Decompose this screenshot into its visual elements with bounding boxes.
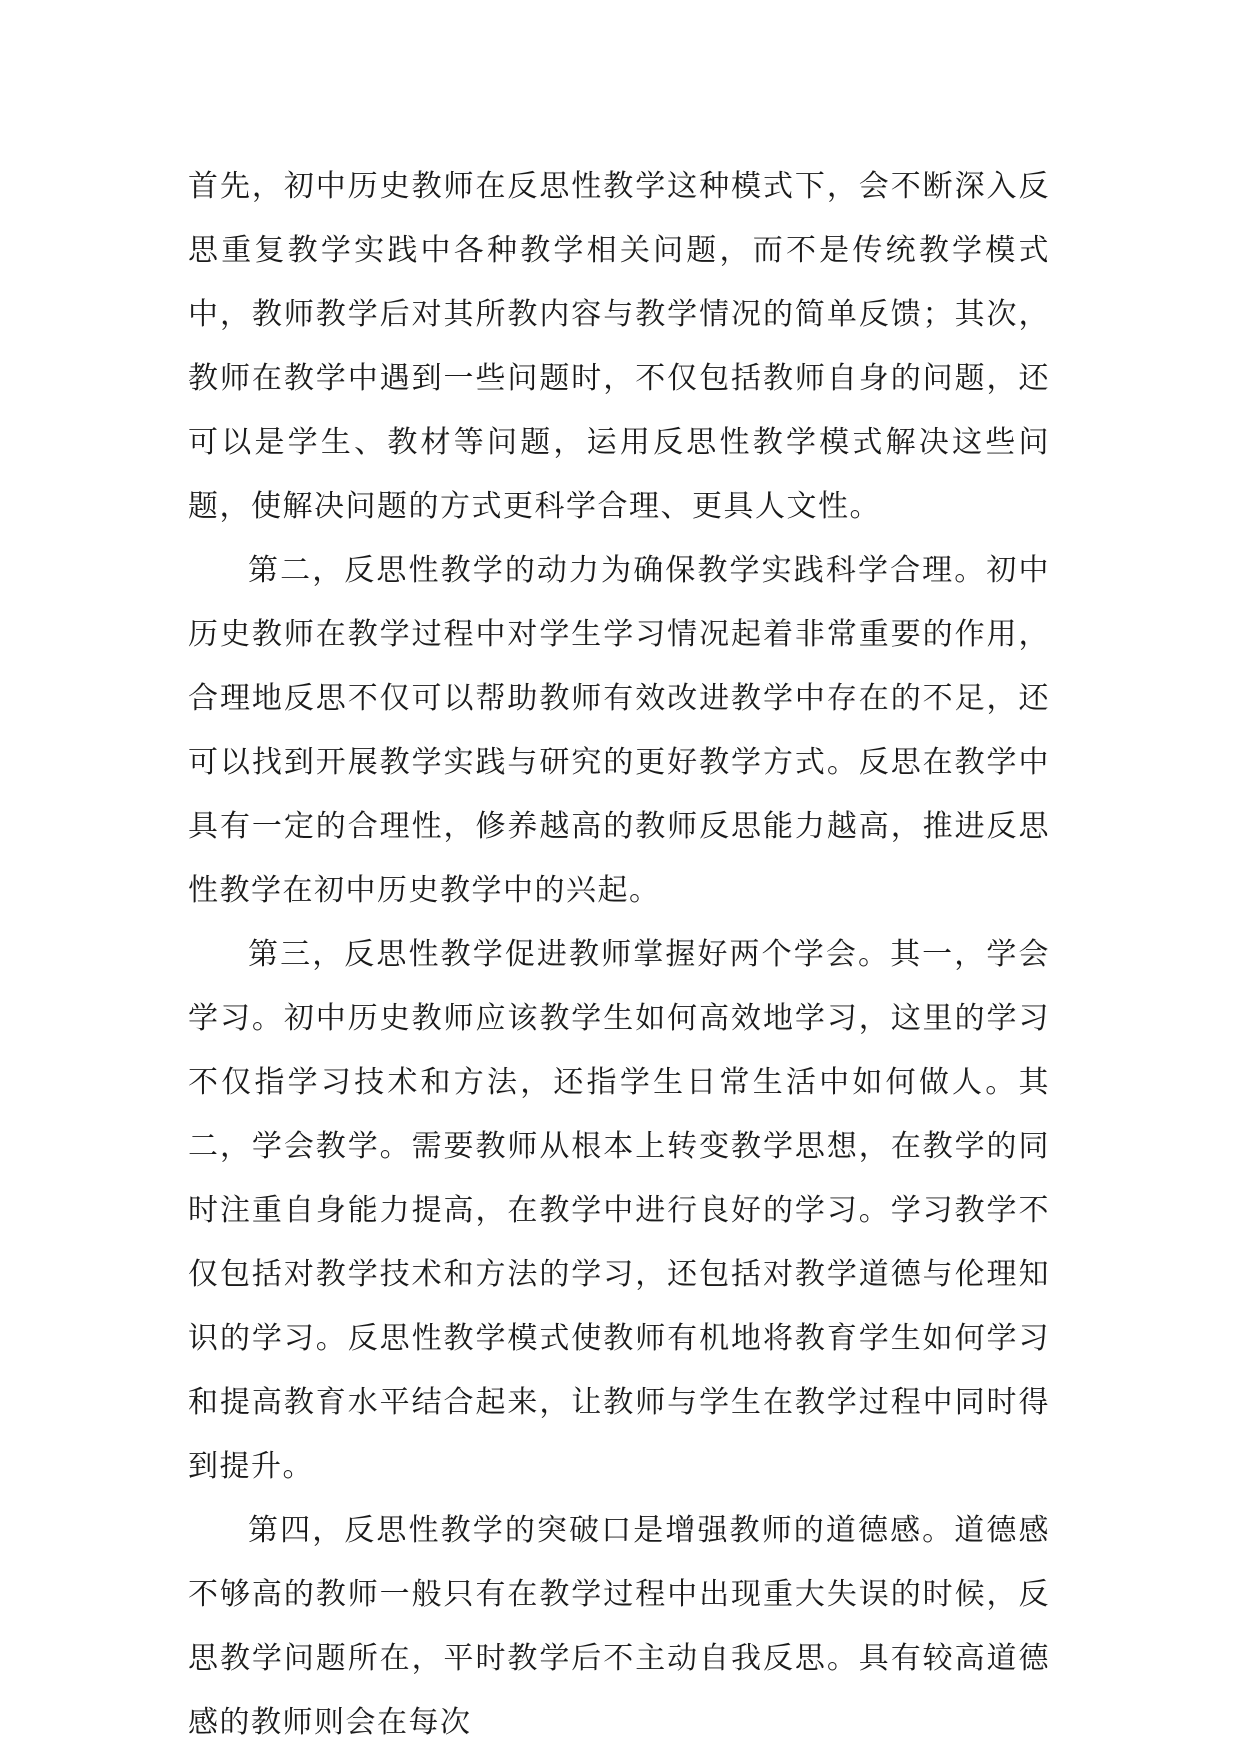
paragraph-fourth: 第四，反思性教学的突破口是增强教师的道德感。道德感不够高的教师一般只有在教学过程中出现重大失误的时候，反思教学问题所在，平时教学后不主动自我反思。具有较高道德感的教师则会在每次 xyxy=(188,1513,1050,1740)
paragraph-continued: 首先，初中历史教师在反思性教学这种模式下，会不断深入反思重复教学实践中各种教学相关问题，而不是传统教学模式中，教师教学后对其所教内容与教学情况的简单反馈；其次，教师在教学中遇到一些问题时，不仅包括教师自身的问题，还可以是学生、教材等问题，运用反思性教学模式解决这些问题，使解决问题的方式更科学合理、更具人文性。 xyxy=(188,169,1050,524)
paragraph-second: 第二，反思性教学的动力为确保教学实践科学合理。初中历史教师在教学过程中对学生学习情况起着非常重要的作用，合理地反思不仅可以帮助教师有效改进教学中存在的不足，还可以找到开展教学实践与研究的更好教学方式。反思在教学中具有一定的合理性，修养越高的教师反思能力越高，推进反思性教学在初中历史教学中的兴起。 xyxy=(188,553,1050,908)
paragraph-third: 第三，反思性教学促进教师掌握好两个学会。其一，学会学习。初中历史教师应该教学生如何高效地学习，这里的学习不仅指学习技术和方法，还指学生日常生活中如何做人。其二，学会教学。需要教师从根本上转变教学思想，在教学的同时注重自身能力提高，在教学中进行良好的学习。学习教学不仅包括对教学技术和方法的学习，还包括对教学道德与伦理知识的学习。反思性教学模式使教师有机地将教育学生如何学习和提高教育水平结合起来，让教师与学生在教学过程中同时得到提升。 xyxy=(188,937,1050,1484)
body-text xyxy=(188,155,1050,1755)
